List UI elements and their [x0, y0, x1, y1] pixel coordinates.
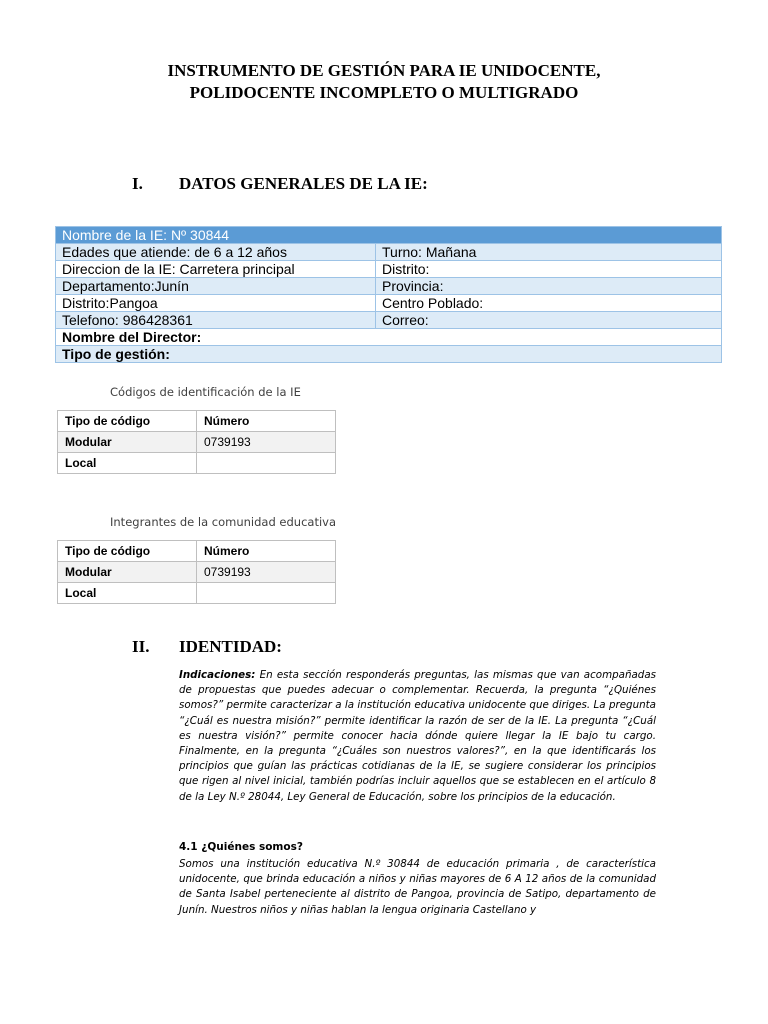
- section-2-heading: [132, 637, 282, 657]
- table-cell: [197, 583, 336, 604]
- table-cell: Departamento:Junín: [56, 278, 376, 295]
- title-line-1: INSTRUMENTO DE GESTIÓN PARA IE UNIDOCENTE,: [167, 61, 601, 80]
- codes-caption-2: Integrantes de la comunidad educativa: [110, 515, 337, 529]
- table-cell: Modular: [58, 432, 197, 453]
- table-cell: Distrito:: [376, 261, 722, 278]
- section-2-title: IDENTIDAD:: [179, 637, 282, 656]
- instructions-paragraph: [179, 668, 656, 805]
- table-cell: Direccion de la IE: Carretera principal: [56, 261, 376, 278]
- table-cell: 0739193: [197, 562, 336, 583]
- table-header-cell: Número: [197, 541, 336, 562]
- table-header-cell: Tipo de código: [58, 411, 197, 432]
- general-data-table: [55, 226, 722, 363]
- title-line-2: POLIDOCENTE INCOMPLETO O MULTIGRADO: [189, 83, 579, 102]
- codes-table-1: [57, 410, 336, 474]
- director-cell: Nombre del Director:: [56, 329, 722, 346]
- table-cell: Distrito:Pangoa: [56, 295, 376, 312]
- codes-caption-1: Códigos de identificación de la IE: [110, 385, 301, 399]
- document-title: [0, 60, 768, 104]
- table-cell: Telefono: 986428361: [56, 312, 376, 329]
- subsection-paragraph: Somos una institución educativa N.º 30844 de educación primaria , de característica unidocente, que brinda educación a niños y niñas mayores de 6 A 12 años de la comunidad de Santa Isabel perteneciente al distrito de Pangoa, provincia de Satipo, departamento de Junín. Nuestros niños y niñas hablan la lengua originaria Castellano y: [179, 858, 656, 916]
- codes-table-2: [57, 540, 336, 604]
- table-cell: [197, 453, 336, 474]
- section-1-number: I.: [132, 174, 143, 193]
- section-2-number: II.: [132, 637, 150, 656]
- table-header-cell: Tipo de código: [58, 541, 197, 562]
- section-1-title: DATOS GENERALES DE LA IE:: [179, 174, 428, 193]
- table-cell: Correo:: [376, 312, 722, 329]
- subsection-title: 4.1 ¿Quiénes somos?: [179, 841, 303, 853]
- section-1-heading: [132, 174, 428, 194]
- table-cell: Local: [58, 583, 197, 604]
- table-cell: Provincia:: [376, 278, 722, 295]
- table-cell: 0739193: [197, 432, 336, 453]
- school-name-cell: Nombre de la IE: Nº 30844: [56, 227, 722, 244]
- table-cell: Centro Poblado:: [376, 295, 722, 312]
- table-cell: Modular: [58, 562, 197, 583]
- table-header-cell: Número: [197, 411, 336, 432]
- instructions-label: Indicaciones:: [179, 669, 256, 681]
- table-cell: Local: [58, 453, 197, 474]
- instructions-text: En esta sección responderás preguntas, las mismas que van acompañadas de propuestas que puedes adecuar o complementar. Recuerda, la pregunta “¿Quiénes somos?” permite caracterizar a la institución educativa unidocente que diriges. La pregunta “¿Cuál es nuestra misión?” permite identificar la razón de ser de la IE. La pregunta “¿Cuál es nuestra visión?” permite conocer hacia dónde quiere llegar la IE bajo tu cargo. Finalmente, en la pregunta “¿Cuáles son nuestros valores?”, en la que identificarás los principios que guían las prácticas cotidianas de la IE, se sugiere considerar los principios que rigen al nivel inicial, también podrías incluir aquellos que se establecen en el artículo 8 de la Ley N.º 28044, Ley General de Educación, sobre los principios de la educación.: [179, 669, 656, 803]
- table-cell: Edades que atiende: de 6 a 12 años: [56, 244, 376, 261]
- management-type-cell: Tipo de gestión:: [56, 346, 722, 363]
- table-cell: Turno: Mañana: [376, 244, 722, 261]
